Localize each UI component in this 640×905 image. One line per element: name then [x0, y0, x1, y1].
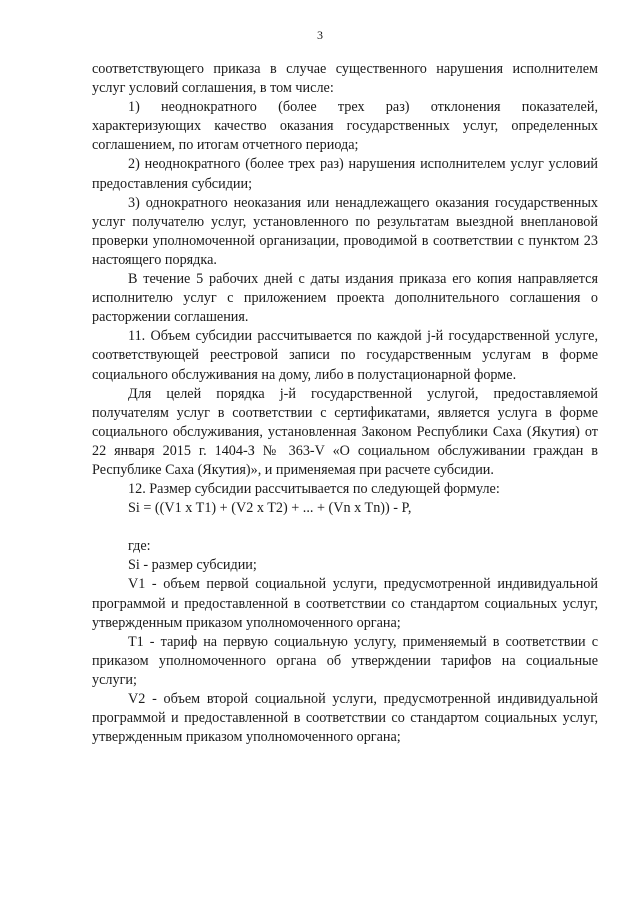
definition-where: где:	[128, 538, 151, 555]
document-body	[92, 60, 598, 747]
page-number: 3	[317, 28, 323, 42]
paragraph-clause-12: 12. Размер субсидии рассчитывается по следующей формуле:	[128, 481, 500, 498]
definition-v1: V1 - объем первой социальной услуги, предусмотренной индивидуальной программой и предоставленной в соответствии со стандартом социальных услуг, утвержденным приказом уполномоченного органа;	[92, 576, 598, 631]
definition-si: Si - размер субсидии;	[128, 557, 257, 574]
paragraph-item-1: 1) неоднократного (более трех раз) отклонения показателей, характеризующих качество оказания государственных услуг, определенных соглашением, по итогам отчетного периода;	[92, 99, 598, 154]
paragraph-item-3: 3) однократного неоказания или ненадлежащего оказания государственных услуг получателю услуг, установленного по результатам выездной внеплановой проверки уполномоченной организации, проводимой в соответствии с пунктом 23 настоящего порядка.	[92, 194, 598, 268]
paragraph-copy-notice: В течение 5 рабочих дней с даты издания приказа его копия направляется исполнителю услуг с приложением проекта дополнительного соглашения о расторжении соглашения.	[92, 271, 598, 326]
paragraph-service-definition: Для целей порядка j-й государственной услугой, предоставляемой получателям услуг в соответствии с сертификатами, является услуга в форме социального обслуживания, установленная Законом Республики Саха (Якутия) от 22 января 2015 г. 1404-З № 363-V «О социальном обслуживании граждан в Республике Саха (Якутия)», и применяемая при расчете субсидии.	[92, 385, 598, 478]
subsidy-formula: Si = ((V1 x T1) + (V2 x T2) + ... + (Vn x Tn)) - P,	[128, 500, 412, 517]
paragraph-item-2: 2) неоднократного (более трех раз) нарушения исполнителем услуг условий предоставления субсидии;	[92, 156, 598, 192]
paragraph-continuation: соответствующего приказа в случае существенного нарушения исполнителем услуг условий соглашения, в том числе:	[92, 61, 598, 97]
definition-v2: V2 - объем второй социальной услуги, предусмотренной индивидуальной программой и предоставленной в соответствии со стандартом социальных услуг, утвержденным приказом уполномоченного органа;	[92, 691, 598, 746]
definition-t1: T1 - тариф на первую социальную услугу, применяемый в соответствии с приказом уполномоченного органа об утверждении тарифов на социальные услуги;	[92, 633, 598, 688]
paragraph-clause-11: 11. Объем субсидии рассчитывается по каждой j-й государственной услуге, соответствующей реестровой записи по государственным услугам в форме социального обслуживания на дому, либо в полустационарной форме.	[92, 328, 598, 383]
